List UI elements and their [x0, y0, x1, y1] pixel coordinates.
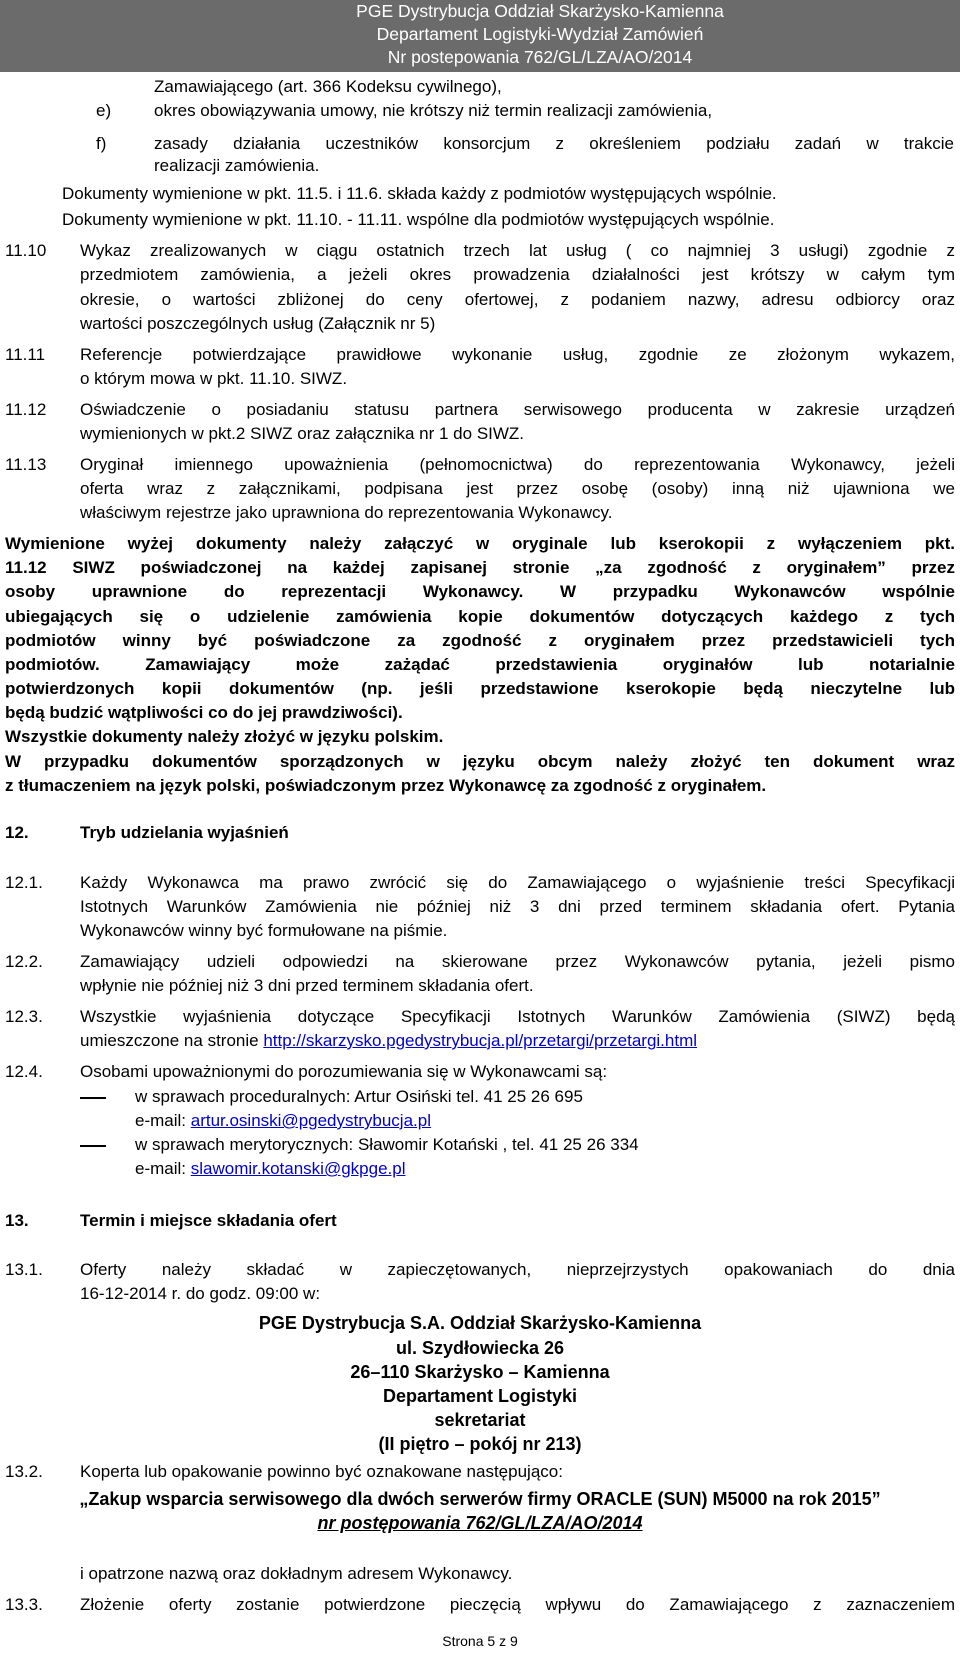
- item-text: Zamawiający udzieli odpowiedzi na skierowane przez Wykonawców pytania, jeżeli pismo: [80, 952, 955, 971]
- contact-substantive-email: [135, 1158, 405, 1180]
- item-text: Złożenie oferty zostanie potwierdzone pieczęcią wpływu do Zamawiającego z zaznaczeniem: [80, 1595, 955, 1614]
- item-text: Oświadczenie o posiadaniu statusu partnera serwisowego producenta w zakresie urządzeń: [80, 400, 955, 419]
- address-room: (II piętro – pokój nr 213): [378, 1434, 582, 1454]
- address-office: sekretariat: [434, 1410, 526, 1430]
- bold-paragraph-line: Wszystkie dokumenty należy złożyć w języku polskim.: [5, 727, 444, 746]
- item-number: 11.12: [5, 400, 47, 419]
- item-text: wymienionych w pkt.2 SIWZ oraz załącznika nr 1 do SIWZ.: [80, 424, 525, 443]
- contact-procedural-email: [135, 1110, 431, 1132]
- header-department: Departament Logistyki-Wydział Zamówień: [376, 24, 704, 44]
- header-proceeding-number: Nr postepowania 762/GL/LZA/AO/2014: [387, 47, 693, 67]
- item-text: Wykonawców winny być formułowane na piśmie.: [80, 921, 448, 940]
- item-number: 12.1.: [5, 873, 43, 892]
- bold-paragraph-line: potwierdzonych kopii dokumentów (np. jeśli przedstawione kserokopie będą nieczytelne lub: [5, 679, 955, 698]
- item-number: 11.11: [5, 345, 46, 364]
- item-text: wpłynie nie później niż 3 dni przed terminem składania ofert.: [80, 976, 534, 995]
- item-number: 12.4.: [5, 1062, 43, 1081]
- header-company: PGE Dystrybucja Oddział Skarżysko-Kamienna: [356, 1, 724, 21]
- bold-paragraph-line: 11.12 SIWZ poświadczonej na każdej zapisanej stronie „za zgodność z oryginałem” przez: [5, 558, 955, 577]
- text-line: Dokumenty wymienione w pkt. 11.10. - 11.11. wspólne dla podmiotów występujących wspólnie.: [62, 210, 775, 229]
- section-heading: Termin i miejsce składania ofert: [80, 1211, 337, 1230]
- dash-bullet: [80, 1145, 106, 1147]
- bold-paragraph-line: będą budzić wątpliwości co do jej prawdziwości).: [5, 703, 403, 722]
- item-number: 12.3.: [5, 1007, 43, 1026]
- item-text: Koperta lub opakowanie powinno być oznakowane następująco:: [80, 1462, 563, 1481]
- list-item-f: zasady działania uczestników konsorcjum z określeniem podziału zadań w trakcie: [154, 134, 954, 153]
- bold-paragraph-line: W przypadku dokumentów sporządzonych w języku obcym należy złożyć ten dokument wraz: [5, 752, 955, 771]
- item-text: [80, 1030, 697, 1052]
- address-street: ul. Szydłowiecka 26: [395, 1338, 565, 1358]
- item-text: oferta wraz z załącznikami, podpisana jest przez osobę (osoby) inną niż ujawniona we: [80, 479, 955, 498]
- item-number: 11.13: [5, 455, 47, 474]
- page-number: Strona 5 z 9: [442, 1633, 518, 1649]
- item-text: Oryginał imiennego upoważnienia (pełnomocnictwa) do reprezentowania Wykonawcy, jeżeli: [80, 455, 955, 474]
- bold-paragraph-line: ubiegających się o udzielenie zamówienia kopie dokumentów dotyczących każdego z tych: [5, 607, 955, 626]
- envelope-marking: „Zakup wsparcia serwisowego dla dwóch serwerów firmy ORACLE (SUN) M5000 na rok 2015”: [79, 1489, 881, 1509]
- text-line: Zamawiającego (art. 366 Kodeksu cywilnego),: [154, 77, 502, 96]
- tenders-page-link[interactable]: http://skarzysko.pgedystrybucja.pl/przetargi/przetargi.html: [263, 1031, 698, 1050]
- envelope-proceeding-number: nr postępowania 762/GL/LZA/AO/2014: [317, 1513, 643, 1533]
- item-text: właściwym rejestrze jako uprawniona do reprezentowania Wykonawcy.: [80, 503, 613, 522]
- list-item-f-cont: realizacji zamówienia.: [154, 156, 320, 175]
- item-number: 13.3.: [5, 1595, 43, 1614]
- page-header: [0, 0, 960, 72]
- email-label: e-mail:: [135, 1111, 191, 1130]
- item-text-prefix: umieszczone na stronie: [80, 1031, 264, 1050]
- item-text: Referencje potwierdzające prawidłowe wykonanie usług, zgodnie ze złożonym wykazem,: [80, 345, 955, 364]
- contact-procedural: w sprawach proceduralnych: Artur Osiński tel. 41 25 26 695: [135, 1087, 583, 1106]
- item-text: Oferty należy składać w zapieczętowanych, nieprzejrzystych opakowaniach do dnia: [80, 1260, 955, 1279]
- contact-substantive: w sprawach merytorycznych: Sławomir Kotański , tel. 41 25 26 334: [135, 1135, 639, 1154]
- text-line: Dokumenty wymienione w pkt. 11.5. i 11.6. składa każdy z podmiotów występujących wspólnie.: [62, 184, 777, 203]
- item-number: 11.10: [5, 241, 47, 260]
- email-link-substantive[interactable]: slawomir.kotanski@gkpge.pl: [190, 1159, 406, 1178]
- item-text: i opatrzone nazwą oraz dokładnym adresem Wykonawcy.: [80, 1564, 513, 1583]
- list-marker-f: f): [96, 134, 107, 153]
- item-text: Istotnych Warunków Zamówienia nie później niż 3 dni przed terminem składania ofert. Pytania: [80, 897, 955, 916]
- address-department: Departament Logistyki: [382, 1386, 578, 1406]
- address-city: 26–110 Skarżysko – Kamienna: [350, 1362, 610, 1382]
- email-label: e-mail:: [135, 1159, 191, 1178]
- item-number: 13.1.: [5, 1260, 43, 1279]
- item-text: okresie, o wartości zbliżonej do ceny ofertowej, z podaniem nazwy, adresu odbiorcy oraz: [80, 290, 955, 309]
- item-text: Każdy Wykonawca ma prawo zwrócić się do Zamawiającego o wyjaśnienie treści Specyfikacji: [80, 873, 955, 892]
- list-marker-e: e): [96, 101, 112, 120]
- bold-paragraph-line: z tłumaczeniem na język polski, poświadczonym przez Wykonawcę za zgodność z oryginałem.: [5, 776, 767, 795]
- item-text: Wszystkie wyjaśnienia dotyczące Specyfikacji Istotnych Warunków Zamówienia (SIWZ) będą: [80, 1007, 955, 1026]
- item-text: przedmiotem zamówienia, a jeżeli okres prowadzenia działalności jest krótszy w całym tym: [80, 265, 955, 284]
- bold-paragraph-line: podmiotów. Zamawiający może zażądać przedstawienia oryginałów lub notarialnie: [5, 655, 955, 674]
- section-number: 12.: [5, 823, 29, 842]
- item-text: 16-12-2014 r. do godz. 09:00 w:: [80, 1284, 321, 1303]
- address-company: PGE Dystrybucja S.A. Oddział Skarżysko-Kamienna: [258, 1313, 702, 1333]
- email-link-procedural[interactable]: artur.osinski@pgedystrybucja.pl: [190, 1111, 431, 1130]
- item-text: Wykaz zrealizowanych w ciągu ostatnich trzech lat usług ( co najmniej 3 usługi) zgodnie z: [80, 241, 955, 260]
- dash-bullet: [80, 1097, 106, 1099]
- bold-paragraph-line: Wymienione wyżej dokumenty należy załączyć w oryginale lub kserokopii z wyłączeniem pkt.: [5, 534, 955, 553]
- bold-paragraph-line: podmiotów winny być poświadczone za zgodność z oryginałem przez przedstawicieli tych: [5, 631, 955, 650]
- item-number: 12.2.: [5, 952, 43, 971]
- item-number: 13.2.: [5, 1462, 43, 1481]
- bold-paragraph-line: osoby uprawnione do reprezentacji Wykonawcy. W przypadku Wykonawców wspólnie: [5, 582, 955, 601]
- list-item-e: okres obowiązywania umowy, nie krótszy niż termin realizacji zamówienia,: [154, 101, 713, 120]
- section-heading: Tryb udzielania wyjaśnień: [80, 823, 289, 842]
- section-number: 13.: [5, 1211, 29, 1230]
- item-text: o którym mowa w pkt. 11.10. SIWZ.: [80, 369, 348, 388]
- item-text: wartości poszczególnych usług (Załącznik nr 5): [80, 314, 436, 333]
- item-text: Osobami upoważnionymi do porozumiewania się w Wykonawcami są:: [80, 1062, 608, 1081]
